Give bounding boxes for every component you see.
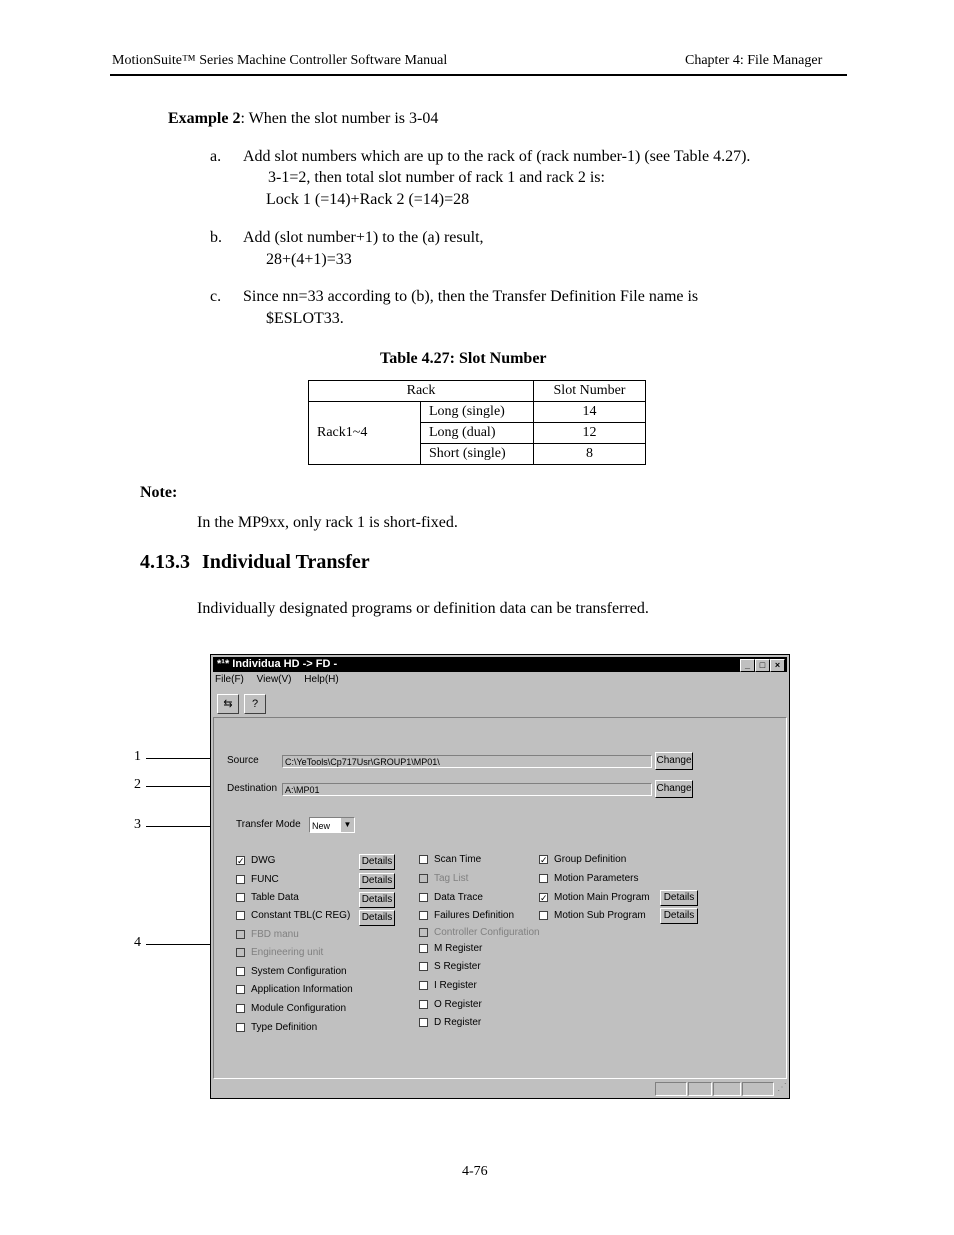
- checkbox-label: Failures Definition: [434, 910, 515, 921]
- destination-field[interactable]: A:\MP01: [282, 783, 652, 796]
- example-line: [168, 108, 438, 129]
- table-caption: Table 4.27: Slot Number: [380, 350, 547, 367]
- checkbox-label: Tag List: [434, 873, 469, 884]
- source-field[interactable]: C:\YeTools\Cp717Usr\GROUP1\MP01\: [282, 755, 652, 768]
- status-pane: [688, 1082, 712, 1096]
- section-heading: [140, 551, 370, 574]
- details-button-motion-sub[interactable]: Details: [660, 908, 698, 924]
- checkbox[interactable]: [419, 1000, 428, 1009]
- checkbox[interactable]: ✓: [540, 893, 548, 903]
- transfer-mode-select[interactable]: [309, 817, 355, 833]
- help-icon: ?: [251, 698, 259, 710]
- step-b-line1: Add (slot number+1) to the (a) result,: [243, 229, 484, 246]
- checkbox-label: Group Definition: [554, 854, 627, 865]
- menu-view[interactable]: View(V): [256, 674, 292, 685]
- callout-4: 4: [134, 935, 141, 950]
- header-rule: [110, 74, 847, 76]
- section-text: Individually designated programs or definition data can be transferred.: [197, 600, 649, 617]
- app-icon: *¹*: [217, 658, 230, 670]
- menu-help[interactable]: Help(H): [304, 674, 339, 685]
- step-a-marker: a.: [210, 148, 222, 165]
- table-cell-type: Short (single): [421, 444, 534, 465]
- checkbox: [419, 874, 428, 883]
- details-button-motion-main[interactable]: Details: [660, 890, 698, 906]
- status-bar: [213, 1082, 787, 1096]
- step-b-line2: 28+(4+1)=33: [266, 251, 352, 268]
- checkbox-label: DWG: [251, 855, 276, 866]
- checkbox: [419, 928, 428, 937]
- checkbox[interactable]: [419, 911, 428, 920]
- menubar: [215, 674, 349, 688]
- checkbox[interactable]: [236, 985, 245, 994]
- help-toolbar-button[interactable]: [244, 694, 266, 714]
- slot-number-table: [308, 380, 646, 465]
- source-label: Source: [227, 755, 259, 766]
- checkbox[interactable]: ✓: [540, 855, 548, 865]
- transfer-toolbar-button[interactable]: [217, 694, 239, 714]
- checkbox[interactable]: [236, 893, 245, 902]
- details-button-table-data[interactable]: Details: [359, 892, 395, 908]
- details-button-func[interactable]: Details: [359, 873, 395, 889]
- checkbox-label: Application Information: [251, 984, 353, 995]
- checkbox[interactable]: ✓: [237, 856, 245, 866]
- table-header-rack: Rack: [309, 381, 534, 402]
- checkbox-label: Constant TBL(C REG): [251, 910, 351, 921]
- transfer-mode-value: New: [312, 821, 331, 831]
- example-label: Example 2: [168, 110, 241, 127]
- transfer-panel: [213, 717, 787, 1079]
- transfer-icon: ⇆: [223, 698, 233, 710]
- checkbox-label: System Configuration: [251, 966, 347, 977]
- checkbox[interactable]: [419, 893, 428, 902]
- checkbox-label: Type Definition: [251, 1022, 318, 1033]
- note-label: Note:: [140, 484, 178, 501]
- checkbox-label: Table Data: [251, 892, 299, 903]
- table-row: [309, 402, 646, 423]
- checkbox-label: FBD manu: [251, 929, 299, 940]
- destination-change-button[interactable]: Change: [655, 780, 693, 798]
- destination-label: Destination: [227, 783, 278, 794]
- step-c-marker: c.: [210, 288, 222, 305]
- table-header-slot: Slot Number: [534, 381, 646, 402]
- menu-file[interactable]: File(F): [215, 674, 244, 685]
- checkbox-label: Engineering unit: [251, 947, 324, 958]
- checkbox-label: O Register: [434, 999, 482, 1010]
- step-a-line3: Lock 1 (=14)+Rack 2 (=14)=28: [266, 191, 470, 208]
- checkbox: [236, 948, 245, 957]
- example-text: : When the slot number is 3-04: [240, 110, 439, 127]
- status-pane: [713, 1082, 741, 1096]
- checkbox[interactable]: [419, 855, 428, 864]
- checkbox[interactable]: [419, 1018, 428, 1027]
- checkbox[interactable]: [236, 1004, 245, 1013]
- callout-line-3: [146, 826, 218, 827]
- step-a-line1: Add slot numbers which are up to the rack of (rack number-1) (see Table 4.27).: [243, 148, 751, 165]
- checkbox[interactable]: [539, 911, 548, 920]
- section-number: 4.13.3: [140, 551, 190, 573]
- checkbox-label: Motion Sub Program: [554, 910, 646, 921]
- checkbox-label: Module Configuration: [251, 1003, 347, 1014]
- page-number: 4-76: [462, 1164, 488, 1179]
- checkbox[interactable]: [236, 1023, 245, 1032]
- callout-2: 2: [134, 777, 141, 792]
- header-right: Chapter 4: File Manager: [685, 53, 823, 68]
- individual-transfer-window: [210, 654, 790, 1099]
- step-c-line2: $ESLOT33.: [266, 310, 344, 327]
- source-change-button[interactable]: Change: [655, 752, 693, 770]
- checkbox-label: Scan Time: [434, 854, 482, 865]
- checkbox-label: S Register: [434, 961, 481, 972]
- callout-line-2: [146, 786, 216, 787]
- checkbox[interactable]: [236, 875, 245, 884]
- chevron-down-icon[interactable]: ▼: [341, 818, 354, 832]
- transfer-mode-label: Transfer Mode: [236, 819, 301, 830]
- step-b-marker: b.: [210, 229, 222, 246]
- details-button-dwg[interactable]: Details: [359, 854, 395, 870]
- checkbox[interactable]: [419, 944, 428, 953]
- checkbox-label: Motion Main Program: [554, 892, 650, 903]
- details-button-constant-tbl[interactable]: Details: [359, 910, 395, 926]
- checkbox-label: Motion Parameters: [554, 873, 639, 884]
- note-text: In the MP9xx, only rack 1 is short-fixed.: [197, 514, 458, 531]
- callout-line-1: [146, 758, 216, 759]
- step-a-line2: 3-1=2, then total slot number of rack 1 and rack 2 is:: [268, 169, 605, 186]
- maximize-button[interactable]: □: [755, 659, 770, 672]
- resize-grip-icon[interactable]: ⋰: [777, 1082, 787, 1093]
- checkbox[interactable]: [539, 874, 548, 883]
- checkbox[interactable]: [419, 962, 428, 971]
- checkbox[interactable]: [236, 911, 245, 920]
- table-cell-type: Long (dual): [421, 423, 534, 444]
- checkbox-label: FUNC: [251, 874, 279, 885]
- checkbox-label: Controller Configuration: [434, 927, 540, 938]
- step-c-line1: Since nn=33 according to (b), then the Transfer Definition File name is: [243, 288, 699, 305]
- callout-line-4: [146, 944, 218, 945]
- table-header-row: [309, 381, 646, 402]
- checkbox-label: I Register: [434, 980, 477, 991]
- table-cell-slot: 12: [534, 423, 646, 444]
- minimize-button[interactable]: _: [740, 659, 755, 672]
- table-cell-rack: Rack1~4: [309, 402, 421, 465]
- callout-1: 1: [134, 749, 141, 764]
- table-cell-type: Long (single): [421, 402, 534, 423]
- checkbox-label: M Register: [434, 943, 483, 954]
- window-titlebar[interactable]: [213, 657, 787, 672]
- status-pane: [742, 1082, 774, 1096]
- callout-3: 3: [134, 817, 141, 832]
- checkbox: [236, 930, 245, 939]
- window-title: Individua HD -> FD -: [232, 658, 338, 670]
- table-cell-slot: 8: [534, 444, 646, 465]
- section-title: Individual Transfer: [202, 551, 370, 573]
- checkbox[interactable]: [236, 967, 245, 976]
- status-pane: [655, 1082, 687, 1096]
- checkbox-label: Data Trace: [434, 892, 483, 903]
- checkbox-label: D Register: [434, 1017, 482, 1028]
- close-button[interactable]: ×: [770, 659, 785, 672]
- checkbox[interactable]: [419, 981, 428, 990]
- header-left: MotionSuite™ Series Machine Controller Software Manual: [112, 53, 448, 68]
- table-cell-slot: 14: [534, 402, 646, 423]
